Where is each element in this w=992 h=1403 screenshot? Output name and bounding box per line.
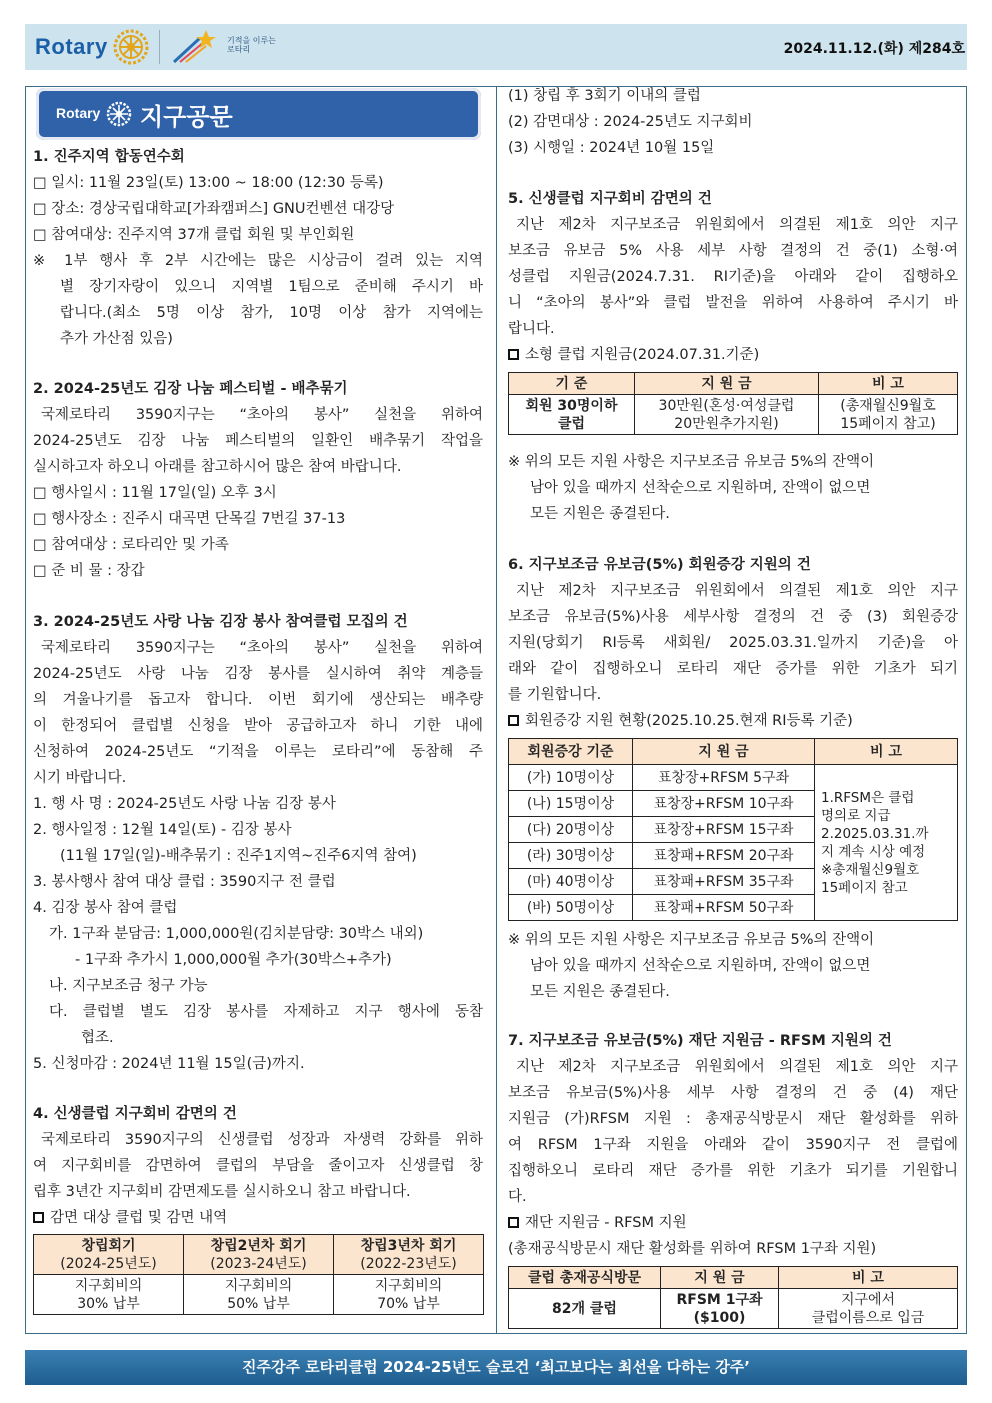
sec5-table-label-text: 소형 클럽 지원금(2024.07.31.기준) <box>525 347 760 363</box>
table-header-cell: 지 원 금 <box>633 739 815 765</box>
table-header-cell: 창립3년차 회기 (2022-23년도) <box>334 1235 484 1275</box>
sec7-para: 보조금 유보금(5%)사용 세부 사항 결정의 건 중 (4) 재단 <box>508 1085 958 1101</box>
column-divider <box>496 86 497 1334</box>
sec4-para: 여 지구회비를 감면하여 클럽의 부담을 줄이고자 신생클럽 창 <box>33 1158 483 1174</box>
sec5-para: 보조금 유보금 5% 사용 세부 사항 결정의 건 중(1) 소형·여 <box>508 243 958 259</box>
sec3-para: 의 겨울나기를 돕고자 합니다. 이번 회기에 생산되는 배추량 <box>33 692 483 708</box>
sec4-para: 립후 3년간 지구회비 감면제도를 실시하오니 참고 바랍니다. <box>33 1184 411 1200</box>
sec3-item: 4. 김장 봉사 참여 클럽 <box>33 900 178 916</box>
sec5-table-label <box>508 343 759 367</box>
sec3-item: (11월 17일(일)-배추묶기 : 진주1지역~진주6지역 참여) <box>60 848 417 864</box>
table-cell: (나) 15명이상 <box>509 791 633 817</box>
sec5-para: 랍니다. <box>508 321 555 337</box>
small-club-table <box>508 372 958 435</box>
sec1-line: □ 참여대상: 진주지역 37개 클럽 회원 및 부인회원 <box>33 227 355 243</box>
sec6-note: ※ 위의 모든 지원 사항은 지구보조금 유보금 5%의 잔액이 <box>508 932 875 948</box>
table-header-cell: 기 준 <box>509 373 635 395</box>
sec6-para: 보조금 유보금(5%)사용 세부사항 결정의 건 중 (3) 회원증강 <box>508 609 958 625</box>
table-cell: 표창장+RFSM 10구좌 <box>633 791 815 817</box>
sec3-sub: 협조. <box>81 1030 114 1046</box>
sec5-para: 성클럽 지원금(2024.7.31. RI기준)을 아래와 같이 집행하오 <box>508 269 958 285</box>
sec7-para: 지난 제2차 지구보조금 위원회에서 의결된 제1호 의안 지구 <box>516 1059 958 1075</box>
sec4-title: 4. 신생클럽 지구회비 감면의 건 <box>33 1106 237 1122</box>
table-cell: 표창장+RFSM 15구좌 <box>633 817 815 843</box>
sec6-table-label <box>508 709 853 733</box>
table-header-cell: 창립회기 (2024-25년도) <box>34 1235 184 1275</box>
sec3-item: 3. 봉사행사 참여 대상 클럽 : 3590지구 전 클럽 <box>33 874 336 890</box>
sec4-table-label <box>33 1206 227 1230</box>
right-column <box>508 86 960 1334</box>
sec1-note: 추가 가산점 있음) <box>60 331 173 347</box>
sec3-sub: 다. 클럽별 별도 김장 봉사를 자제하고 지구 행사에 동참 <box>49 1004 483 1020</box>
sec4-table-label-text: 감면 대상 클럽 및 감면 내역 <box>50 1210 228 1226</box>
sec7-para: 지원금 (가)RFSM 지원 : 총재공식방문시 재단 활성화를 위하 <box>508 1111 958 1127</box>
sec5-note: 남아 있을 때까지 선착순으로 지원하며, 잔액이 없으면 <box>530 480 871 496</box>
checkbox-square-icon <box>508 715 519 726</box>
table-cell: 지구에서 클럽이름으로 입금 <box>779 1289 958 1329</box>
sec6-note: 모든 지원은 종결된다. <box>530 984 670 1000</box>
table-header-cell: 지 원 금 <box>661 1267 779 1289</box>
table-cell: RFSM 1구좌 ($100) <box>661 1289 779 1329</box>
table-cell: 표창장+RFSM 5구좌 <box>633 765 815 791</box>
table-cell: (라) 30명이상 <box>509 843 633 869</box>
sec4-para: 국제로타리 3590지구의 신생클럽 성장과 자생력 강화를 위하 <box>41 1132 483 1148</box>
page-footer: 진주강주 로타리클럽 2024-25년도 슬로건 ‘최고보다는 최선을 다하는 강주’ <box>25 1350 967 1385</box>
issue-date: 2024.11.12.(화) 제284호 <box>783 41 965 57</box>
table-cell: (다) 20명이상 <box>509 817 633 843</box>
sec3-item: 1. 행 사 명 : 2024-25년도 사랑 나눔 김장 봉사 <box>33 796 336 812</box>
membership-growth-table <box>508 738 958 921</box>
badge-wheel-icon <box>106 101 132 127</box>
sec6-para: 를 기원합니다. <box>508 687 602 703</box>
table-cell: (총재월신9월호 15페이지 참고) <box>819 395 958 435</box>
sec2-para: 2024-25년도 김장 나눔 페스티벌의 일환인 배추묶기 작업을 <box>33 433 483 449</box>
table-cell: (바) 50명이상 <box>509 895 633 921</box>
sec6-para: 지원(당회기 RI등록 새회원/ 2025.03.31.일까지 기준)을 아 <box>508 635 958 651</box>
table-cell: 표창패+RFSM 35구좌 <box>633 869 815 895</box>
sec3-para: 국제로타리 3590지구는 “초아의 봉사” 실천을 위하여 <box>41 640 483 656</box>
sec7-table-label <box>508 1211 687 1235</box>
badge-title: 지구공문 <box>140 103 233 131</box>
table-cell: 회원 30명이하 클럽 <box>509 395 635 435</box>
table-cell: (가) 10명이상 <box>509 765 633 791</box>
sec2-item: □ 행사장소 : 진주시 대곡면 단목길 7번길 37-13 <box>33 511 346 527</box>
sec6-para: 지난 제2차 지구보조금 위원회에서 의결된 제1호 의안 지구 <box>516 583 958 599</box>
checkbox-square-icon <box>508 349 519 360</box>
table-header-cell: 비 고 <box>815 739 958 765</box>
sec7-para: 집행하오니 로타리 재단 증가를 위한 기초가 되기를 기원합니 <box>508 1163 958 1179</box>
rotary-wheel-icon <box>113 29 149 65</box>
sec3-para: 신청하여 2024-25년도 “기적을 이루는 로타리”에 동참해 주 <box>33 744 483 760</box>
sec5-para: 니 “초아의 봉사”와 클럽 발전을 위하여 사용하여 주시기 바 <box>508 295 958 311</box>
table-cell: (마) 40명이상 <box>509 869 633 895</box>
sec6-note: 남아 있을 때까지 선착순으로 지원하며, 잔액이 없으면 <box>530 958 871 974</box>
table-header-cell: 비 고 <box>819 373 958 395</box>
checkbox-square-icon <box>33 1212 44 1223</box>
page-header <box>25 24 967 70</box>
sec1-note: 별 장기자랑이 있으니 지역별 1팀으로 준비해 주시기 바 <box>60 279 483 295</box>
section-badge <box>36 88 481 140</box>
sec2-item: □ 준 비 물 : 장갑 <box>33 563 145 579</box>
table-cell: 지구회비의 50% 납부 <box>184 1275 334 1315</box>
sec3-title: 3. 2024-25년도 사랑 나눔 김장 봉사 참여클럽 모집의 건 <box>33 614 408 630</box>
sec6-title: 6. 지구보조금 유보금(5%) 회원증강 지원의 건 <box>508 557 811 573</box>
sec7-table-label-text: 재단 지원금 - RFSM 지원 <box>525 1215 687 1231</box>
table-cell: 표창패+RFSM 50구좌 <box>633 895 815 921</box>
sec3-item: 5. 신청마감 : 2024년 11월 15일(금)까지. <box>33 1056 305 1072</box>
table-cell: 82개 클럽 <box>509 1289 661 1329</box>
sec2-item: □ 행사일시 : 11월 17일(일) 오후 3시 <box>33 485 277 501</box>
fee-reduction-table <box>33 1234 484 1315</box>
table-header-cell: 회원증강 기준 <box>509 739 633 765</box>
sec5-para: 지난 제2차 지구보조금 위원회에서 의결된 제1호 의안 지구 <box>516 217 958 233</box>
sec5-title: 5. 신생클럽 지구회비 감면의 건 <box>508 191 712 207</box>
sec5-note: 모든 지원은 종결된다. <box>530 506 670 522</box>
rotary-logo-text: Rotary <box>35 34 108 59</box>
sec1-note: ※ 1부 행사 후 2부 시간에는 많은 시상금이 걸려 있는 지역 <box>33 253 483 269</box>
checkbox-square-icon <box>508 1217 519 1228</box>
sec7-para: 다. <box>508 1189 527 1205</box>
sec3-para: 2024-25년도 사랑 나눔 김장 봉사를 실시하여 취약 계층들 <box>33 666 483 682</box>
sec3-sub: 나. 지구보조금 청구 가능 <box>49 978 208 994</box>
slogan-small-text: 기적을 이루는 로타리 <box>227 36 276 54</box>
table-header-cell: 지 원 금 <box>635 373 819 395</box>
sec4-cont: (1) 창립 후 3회기 이내의 클럽 <box>508 88 701 104</box>
sec2-para: 실시하고자 하오니 아래를 참고하시어 많은 참여 바랍니다. <box>33 459 402 475</box>
sec1-line: □ 일시: 11월 23일(토) 13:00 ~ 18:00 (12:30 등록) <box>33 175 384 191</box>
table-header-cell: 클럽 총재공식방문 <box>509 1267 661 1289</box>
table-note-cell: 1.RFSM은 클럽 명의로 지급 2.2025.03.31.까 지 계속 시상 예정 ※총재월신9월호 15페이지 참고 <box>815 765 958 921</box>
sec7-title: 7. 지구보조금 유보금(5%) 재단 지원금 - RFSM 지원의 건 <box>508 1033 892 1049</box>
sec7-table-sub: (총재공식방문시 재단 활성화를 위하여 RFSM 1구좌 지원) <box>508 1241 877 1257</box>
table-header-cell: 비 고 <box>779 1267 958 1289</box>
sec1-line: □ 장소: 경상국립대학교[가좌캠퍼스] GNU컨벤션 대강당 <box>33 201 395 217</box>
sec3-sub: - 1구좌 추가시 1,000,000월 추가(30박스+추가) <box>75 952 392 968</box>
badge-rotary: Rotary <box>56 105 101 121</box>
sec4-cont: (3) 시행일 : 2024년 10월 15일 <box>508 140 715 156</box>
sec3-para: 시기 바랍니다. <box>33 770 127 786</box>
sec4-cont: (2) 감면대상 : 2024-25년도 지구회비 <box>508 114 753 130</box>
sec1-note: 랍니다.(최소 5명 이상 참가, 10명 이상 참가 지역에는 <box>60 305 483 321</box>
sec6-para: 래와 같이 집행하오니 로타리 재단 증가를 위한 기초가 되기 <box>508 661 958 677</box>
sec6-table-label-text: 회원증강 지원 현황(2025.10.25.현재 RI등록 기준) <box>525 713 853 729</box>
sec5-note: ※ 위의 모든 지원 사항은 지구보조금 유보금 5%의 잔액이 <box>508 454 875 470</box>
sec1-title: 1. 진주지역 합동연수회 <box>33 149 185 165</box>
rfsm-table <box>508 1266 958 1329</box>
table-cell: 표창패+RFSM 20구좌 <box>633 843 815 869</box>
sec2-item: □ 참여대상 : 로타리안 및 가족 <box>33 537 229 553</box>
table-cell: 지구회비의 70% 납부 <box>334 1275 484 1315</box>
sec3-sub: 가. 1구좌 분담금: 1,000,000원(김치분담량: 30박스 내외) <box>49 926 424 942</box>
logo-divider <box>159 30 160 64</box>
table-cell: 30만원(혼성·여성클럽 20만원추가지원) <box>635 395 819 435</box>
table-header-cell: 창립2년차 회기 (2023-24년도) <box>184 1235 334 1275</box>
sec2-title: 2. 2024-25년도 김장 나눔 페스티벌 - 배추묶기 <box>33 381 348 397</box>
sec7-para: 여 RFSM 1구좌 지원을 아래와 같이 3590지구 전 클럽에 <box>508 1137 958 1153</box>
sec3-item: 2. 행사일정 : 12월 14일(토) - 김장 봉사 <box>33 822 292 838</box>
table-cell: 지구회비의 30% 납부 <box>34 1275 184 1315</box>
left-column <box>33 86 485 1334</box>
sec2-para: 국제로타리 3590지구는 “초아의 봉사” 실천을 위하여 <box>41 407 483 423</box>
sec3-para: 이 한정되어 클럽별 신청을 받아 공급하고자 하니 기한 내에 <box>33 718 483 734</box>
